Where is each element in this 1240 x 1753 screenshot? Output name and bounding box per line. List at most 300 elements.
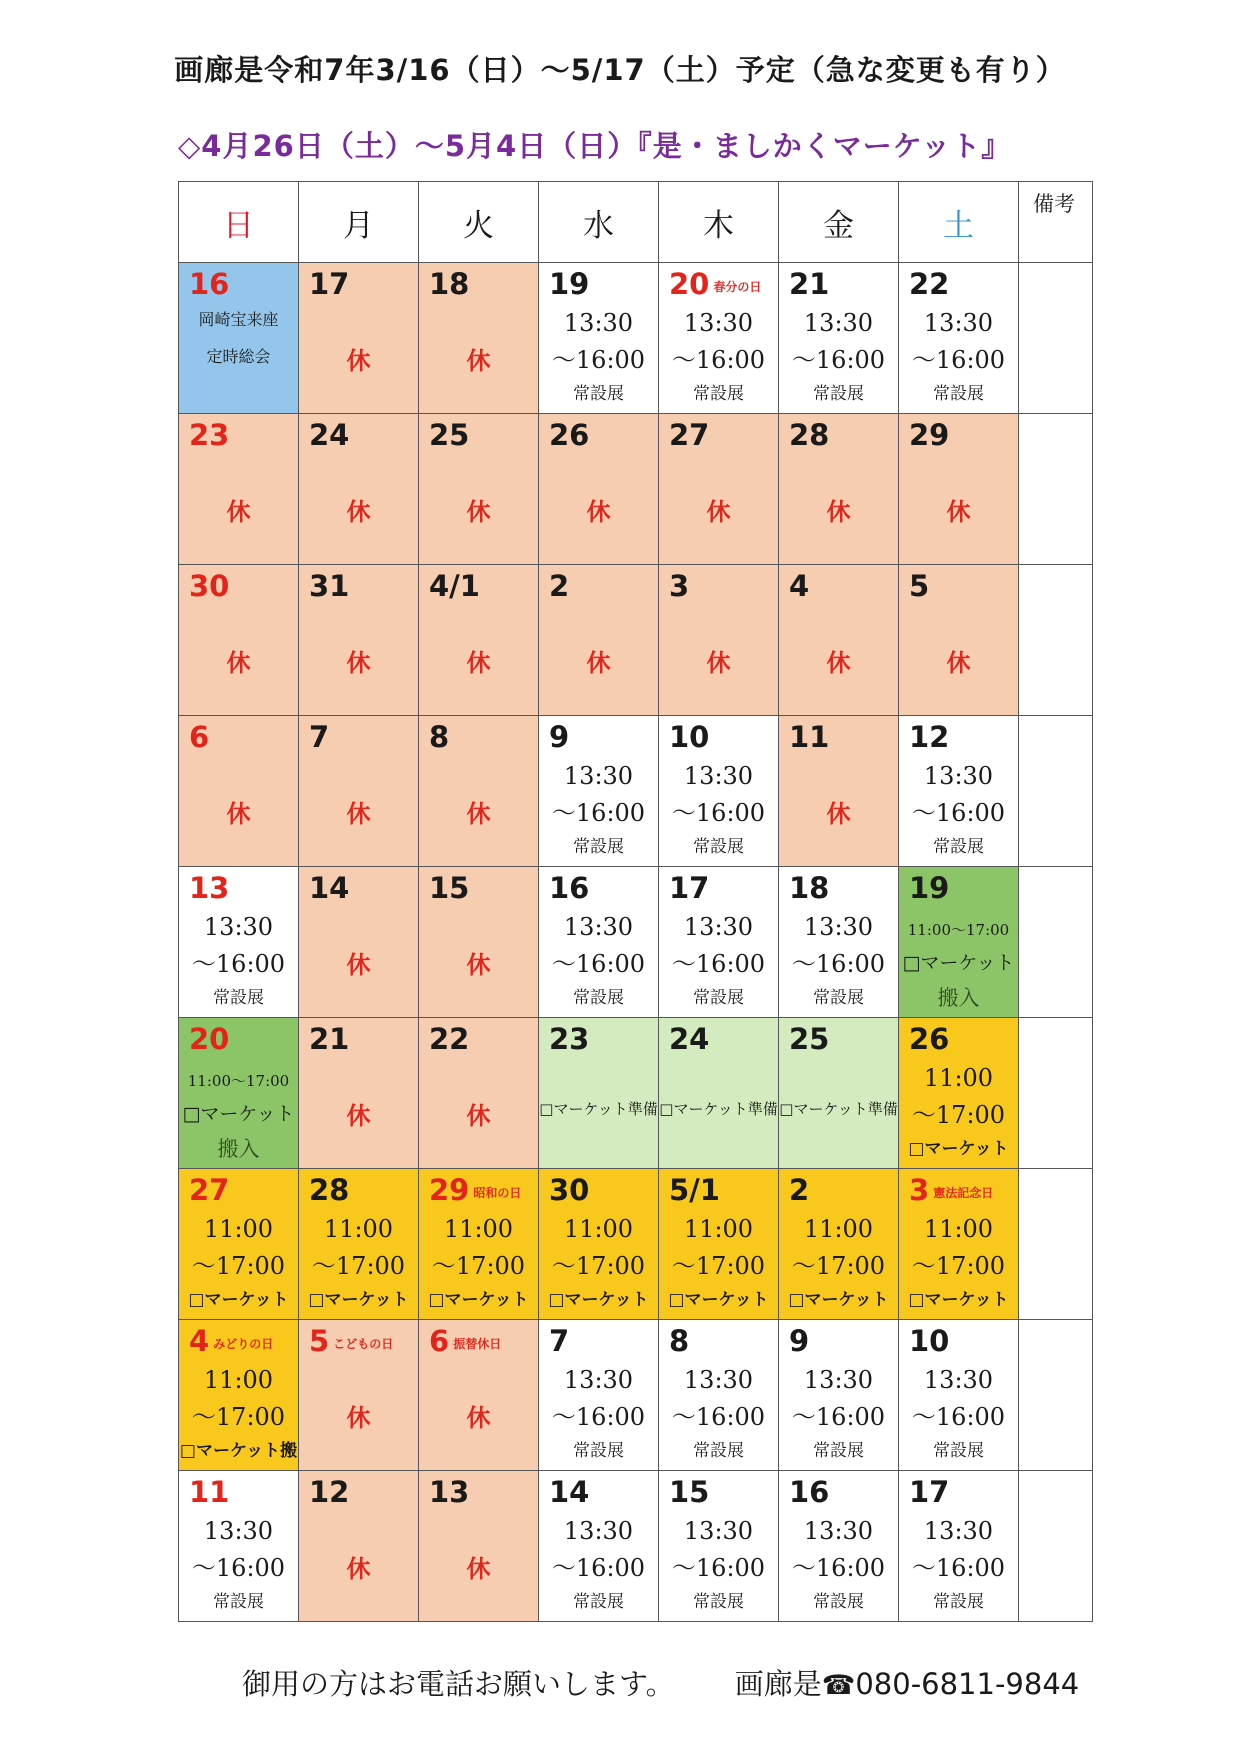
calendar-day-cell [659,1320,779,1471]
calendar-day-cell [779,414,899,565]
open-time: 13:30 [203,913,274,941]
day-number [429,1022,469,1056]
calendar-day-cell [539,565,659,716]
day-number [429,569,480,603]
day-number-text: 20 [669,267,710,301]
cell-schedule [899,1211,1018,1315]
day-number-text: 19 [909,871,950,905]
day-number-text: 17 [909,1475,950,1509]
day-number [189,1173,229,1207]
close-time: ～16:00 [191,1554,286,1582]
day-number [429,1324,501,1358]
closed-label: 休 [346,951,371,979]
closed-label: 休 [466,1102,491,1130]
day-number-text: 17 [309,267,350,301]
day-number [189,1324,273,1358]
cell-schedule [539,305,658,409]
day-number-text: 30 [189,569,230,603]
day-number-text: 23 [549,1022,590,1056]
open-time: 13:30 [923,762,994,790]
weekday-wed: 水 [539,182,659,263]
day-number-text: 26 [909,1022,950,1056]
day-number [789,267,829,301]
close-time: ～16:00 [671,1403,766,1431]
day-number [549,1324,569,1358]
holiday-tag: みどりの日 [213,1336,274,1351]
calendar-day-cell [299,1471,419,1622]
day-number-text: 24 [669,1022,710,1056]
day-number-text: 21 [309,1022,350,1056]
close-time: ～16:00 [791,346,886,374]
calendar-day-cell [539,414,659,565]
calendar-day-cell [179,263,299,414]
calendar-day-cell [899,1018,1019,1169]
event-label: 常設展 [573,384,624,404]
closed-label: 休 [826,649,851,677]
calendar-day-cell [659,565,779,716]
day-number [429,720,449,754]
calendar-week-row [179,716,1093,867]
closed-label: 休 [586,498,611,526]
day-number [189,569,229,603]
open-time: 11:00 [923,1215,994,1243]
day-number-text: 6 [189,720,210,754]
event-label: □マーケット [668,1290,769,1310]
event-label: □マーケット [788,1290,889,1310]
day-number [909,1173,993,1207]
calendar-day-cell [299,414,419,565]
closed-label: 休 [826,800,851,828]
calendar-day-cell [539,1169,659,1320]
day-number-text: 27 [189,1173,230,1207]
weekday-tue: 火 [419,182,539,263]
close-time: ～17:00 [671,1252,766,1280]
calendar-day-cell [419,565,539,716]
calendar-day-cell [299,263,419,414]
notes-cell [1019,867,1093,1018]
cell-schedule [539,909,658,1013]
closed-label: 休 [706,498,731,526]
day-number [429,418,469,452]
cell-schedule [419,1211,538,1315]
day-number-text: 29 [909,418,950,452]
calendar-day-cell [299,1018,419,1169]
day-number-text: 25 [789,1022,830,1056]
day-number-text: 16 [549,871,590,905]
page-title: 画廊是令和7年3/16（日）～5/17（土）予定（急な変更も有り） [174,53,1066,87]
calendar-day-cell [539,1471,659,1622]
day-number [669,720,709,754]
day-number [909,1324,949,1358]
day-number-text: 13 [429,1475,470,1509]
cell-schedule [899,909,1018,1015]
day-number-text: 28 [789,418,830,452]
notes-cell [1019,1018,1093,1169]
event-label: □マーケット [308,1290,409,1310]
calendar-week-row [179,414,1093,565]
closed-label: 休 [226,649,251,677]
day-number-text: 12 [909,720,950,754]
day-number [669,871,709,905]
cell-schedule [659,305,778,409]
day-number [789,1324,809,1358]
day-number-text: 28 [309,1173,350,1207]
open-time: 13:30 [923,1366,994,1394]
day-number-text: 5 [909,569,930,603]
day-number [909,1475,949,1509]
day-number [309,267,349,301]
closed-label: 休 [706,649,731,677]
day-number [909,569,929,603]
open-time: 13:30 [203,1517,274,1545]
closed-label: 休 [346,347,371,375]
market-prep-label: □マーケット準備 [659,1100,778,1118]
day-number-text: 3 [669,569,690,603]
event-label: □マーケット [188,1290,289,1310]
calendar-body [179,263,1093,1622]
calendar-day-cell [779,263,899,414]
close-time: ～16:00 [911,1554,1006,1582]
day-number [309,1475,349,1509]
day-number-text: 7 [309,720,330,754]
cell-schedule [659,1362,778,1466]
day-number-text: 30 [549,1173,590,1207]
close-time: ～16:00 [671,1554,766,1582]
calendar-day-cell [659,263,779,414]
day-number [789,871,829,905]
day-number-text: 22 [429,1022,470,1056]
notes-cell [1019,263,1093,414]
day-number [189,720,209,754]
cell-schedule [659,1211,778,1315]
day-number [309,871,349,905]
day-number [309,720,329,754]
day-number-text: 8 [669,1324,690,1358]
day-number [309,569,349,603]
day-number [429,1475,469,1509]
calendar-day-cell [659,1018,779,1169]
close-time: ～17:00 [191,1252,286,1280]
market-label: □マーケット [182,1103,295,1125]
calendar-day-cell [419,1320,539,1471]
day-number-text: 27 [669,418,710,452]
day-number [549,1022,589,1056]
calendar-day-cell [659,1169,779,1320]
day-number [549,267,589,301]
calendar-day-cell [179,1169,299,1320]
day-number-text: 4 [189,1324,210,1358]
event-label: 常設展 [573,1441,624,1461]
open-time: 13:30 [563,309,634,337]
day-number-text: 18 [429,267,470,301]
close-time: ～16:00 [791,1403,886,1431]
day-number-text: 22 [909,267,950,301]
day-number-text: 13 [189,871,230,905]
calendar-day-cell [419,1471,539,1622]
event-label: 常設展 [573,837,624,857]
weekday-header-row [179,182,1093,263]
holiday-tag: 春分の日 [713,279,762,294]
event-label: 常設展 [693,1592,744,1612]
close-time: ～16:00 [551,1554,646,1582]
cell-schedule [899,1362,1018,1466]
open-time: 13:30 [563,762,634,790]
calendar-day-cell [779,1169,899,1320]
open-time: 13:30 [683,309,754,337]
day-number-text: 23 [189,418,230,452]
close-time: ～17:00 [191,1403,286,1431]
closed-label: 休 [346,1555,371,1583]
cell-schedule [899,305,1018,409]
calendar-day-cell [899,263,1019,414]
event-label: 常設展 [213,1592,264,1612]
day-number [909,267,949,301]
close-time: ～17:00 [551,1252,646,1280]
holiday-tag: 昭和の日 [473,1185,522,1200]
day-number [549,1475,589,1509]
calendar-week-row [179,867,1093,1018]
calendar-week-row [179,565,1093,716]
day-number-text: 21 [789,267,830,301]
day-number-text: 11 [789,720,830,754]
day-number [789,720,829,754]
event-label: 常設展 [693,837,744,857]
day-number-text: 4 [789,569,810,603]
day-number [309,1324,393,1358]
setup-label: 搬入 [937,986,980,1010]
cell-schedule [779,909,898,1013]
day-number-text: 8 [429,720,450,754]
closed-label: 休 [346,649,371,677]
footer-message: 御用の方はお電話お願いします。 [242,1667,675,1701]
open-time: 11:00 [803,1215,874,1243]
cell-schedule [299,1211,418,1315]
market-hours: 11:00～17:00 [907,921,1010,939]
day-number [549,569,569,603]
day-number [789,569,809,603]
cell-schedule [179,1211,298,1315]
calendar-day-cell [659,414,779,565]
event-label: 常設展 [813,1592,864,1612]
cell-schedule [539,1513,658,1617]
calendar-day-cell [179,867,299,1018]
cell-schedule [779,1362,898,1466]
cell-note: 岡崎宝来座 定時総会 [198,310,279,366]
calendar-day-cell [899,1471,1019,1622]
day-number [789,418,829,452]
event-label: 常設展 [693,1441,744,1461]
closed-label: 休 [466,649,491,677]
day-number-text: 5/1 [669,1173,720,1207]
closed-label: 休 [586,649,611,677]
event-label: 常設展 [213,988,264,1008]
calendar-day-cell [779,565,899,716]
day-number-text: 9 [789,1324,810,1358]
day-number [669,267,761,301]
day-number-text: 6 [429,1324,450,1358]
event-label: 常設展 [933,384,984,404]
cell-schedule [539,1362,658,1466]
close-time: ～16:00 [911,346,1006,374]
event-label: 常設展 [573,1592,624,1612]
calendar-day-cell [179,1320,299,1471]
cell-schedule [539,758,658,862]
event-label: □マーケット搬 [179,1441,298,1461]
cell-schedule [539,1211,658,1315]
calendar-day-cell [659,1471,779,1622]
close-time: ～17:00 [431,1252,526,1280]
day-number [789,1173,809,1207]
close-time: ～16:00 [911,799,1006,827]
calendar-day-cell [299,716,419,867]
close-time: ～16:00 [671,950,766,978]
closed-label: 休 [226,800,251,828]
close-time: ～17:00 [311,1252,406,1280]
calendar-day-cell [659,867,779,1018]
calendar-week-row [179,1471,1093,1622]
weekday-sun: 日 [179,182,299,263]
calendar-day-cell [419,867,539,1018]
closed-label: 休 [226,498,251,526]
holiday-tag: こどもの日 [333,1336,394,1351]
closed-label: 休 [466,951,491,979]
calendar-day-cell [419,263,539,414]
close-time: ～17:00 [911,1101,1006,1129]
day-number [669,1324,689,1358]
phone-number: 080-6811-9844 [855,1667,1080,1701]
cell-schedule [659,758,778,862]
calendar-day-cell [899,1169,1019,1320]
calendar-day-cell [779,867,899,1018]
cell-schedule [779,1211,898,1315]
open-time: 13:30 [683,1366,754,1394]
day-number-text: 9 [549,720,570,754]
calendar-day-cell [899,867,1019,1018]
calendar-day-cell [899,716,1019,867]
holiday-tag: 振替休日 [453,1336,502,1351]
cell-schedule [779,1513,898,1617]
close-time: ～16:00 [551,799,646,827]
closed-label: 休 [946,649,971,677]
close-time: ～16:00 [791,950,886,978]
calendar-day-cell [179,565,299,716]
weekday-sat: 土 [899,182,1019,263]
calendar-week-row [179,1018,1093,1169]
calendar-day-cell [419,1169,539,1320]
weekday-mon: 月 [299,182,419,263]
day-number-text: 2 [549,569,570,603]
day-number [669,418,709,452]
event-subtitle: ◇4月26日（土）～5月4日（日）『是・ましかくマーケット』 [178,129,1012,163]
calendar-day-cell [419,414,539,565]
cell-schedule [899,758,1018,862]
gallery-name: 画廊是 [734,1667,822,1701]
day-number-text: 18 [789,871,830,905]
closed-label: 休 [346,800,371,828]
day-number [909,1022,949,1056]
close-time: ～17:00 [791,1252,886,1280]
day-number-text: 17 [669,871,710,905]
cell-schedule [179,1513,298,1617]
open-time: 13:30 [803,1366,874,1394]
notes-cell [1019,716,1093,867]
closed-label: 休 [466,347,491,375]
day-number [669,1022,709,1056]
notes-cell [1019,414,1093,565]
day-number [309,1022,349,1056]
calendar-day-cell [899,414,1019,565]
cell-schedule [179,1060,298,1166]
day-number-text: 14 [309,871,350,905]
event-label: 常設展 [933,1441,984,1461]
calendar-day-cell [179,1018,299,1169]
calendar-day-cell [179,1471,299,1622]
calendar-day-cell [779,1018,899,1169]
day-number-text: 15 [669,1475,710,1509]
day-number [309,418,349,452]
day-number [909,871,949,905]
closed-label: 休 [466,1555,491,1583]
calendar-day-cell [539,716,659,867]
calendar-day-cell [899,1320,1019,1471]
open-time: 11:00 [683,1215,754,1243]
notes-cell [1019,1169,1093,1320]
day-number-text: 12 [309,1475,350,1509]
day-number [909,720,949,754]
day-number [429,1173,521,1207]
event-label: □マーケット [428,1290,529,1310]
close-time: ～16:00 [551,346,646,374]
day-number [549,720,569,754]
close-time: ～16:00 [911,1403,1006,1431]
day-number-text: 2 [789,1173,810,1207]
day-number [669,1173,720,1207]
event-label: □マーケット [548,1290,649,1310]
open-time: 11:00 [563,1215,634,1243]
day-number [549,418,589,452]
day-number [189,1475,229,1509]
cell-schedule [899,1513,1018,1617]
weekday-thu: 木 [659,182,779,263]
close-time: ～17:00 [911,1252,1006,1280]
event-label: □マーケット [908,1139,1009,1159]
open-time: 13:30 [803,1517,874,1545]
closed-label: 休 [346,498,371,526]
market-prep-label: □マーケット準備 [539,1100,658,1118]
close-time: ～16:00 [671,346,766,374]
event-label: 常設展 [933,837,984,857]
open-time: 11:00 [323,1215,394,1243]
market-hours: 11:00～17:00 [187,1072,290,1090]
day-number [309,1173,349,1207]
calendar-day-cell [299,1320,419,1471]
open-time: 13:30 [923,1517,994,1545]
day-number-text: 31 [309,569,350,603]
cell-schedule [659,909,778,1013]
event-label: 常設展 [933,1592,984,1612]
cell-schedule [899,1060,1018,1164]
calendar-day-cell [419,716,539,867]
calendar-day-cell [299,867,419,1018]
open-time: 13:30 [803,913,874,941]
event-label: 常設展 [573,988,624,1008]
notes-cell [1019,565,1093,716]
closed-label: 休 [826,498,851,526]
cell-schedule [659,1513,778,1617]
day-number [189,871,229,905]
day-number-text: 11 [189,1475,230,1509]
open-time: 13:30 [923,309,994,337]
